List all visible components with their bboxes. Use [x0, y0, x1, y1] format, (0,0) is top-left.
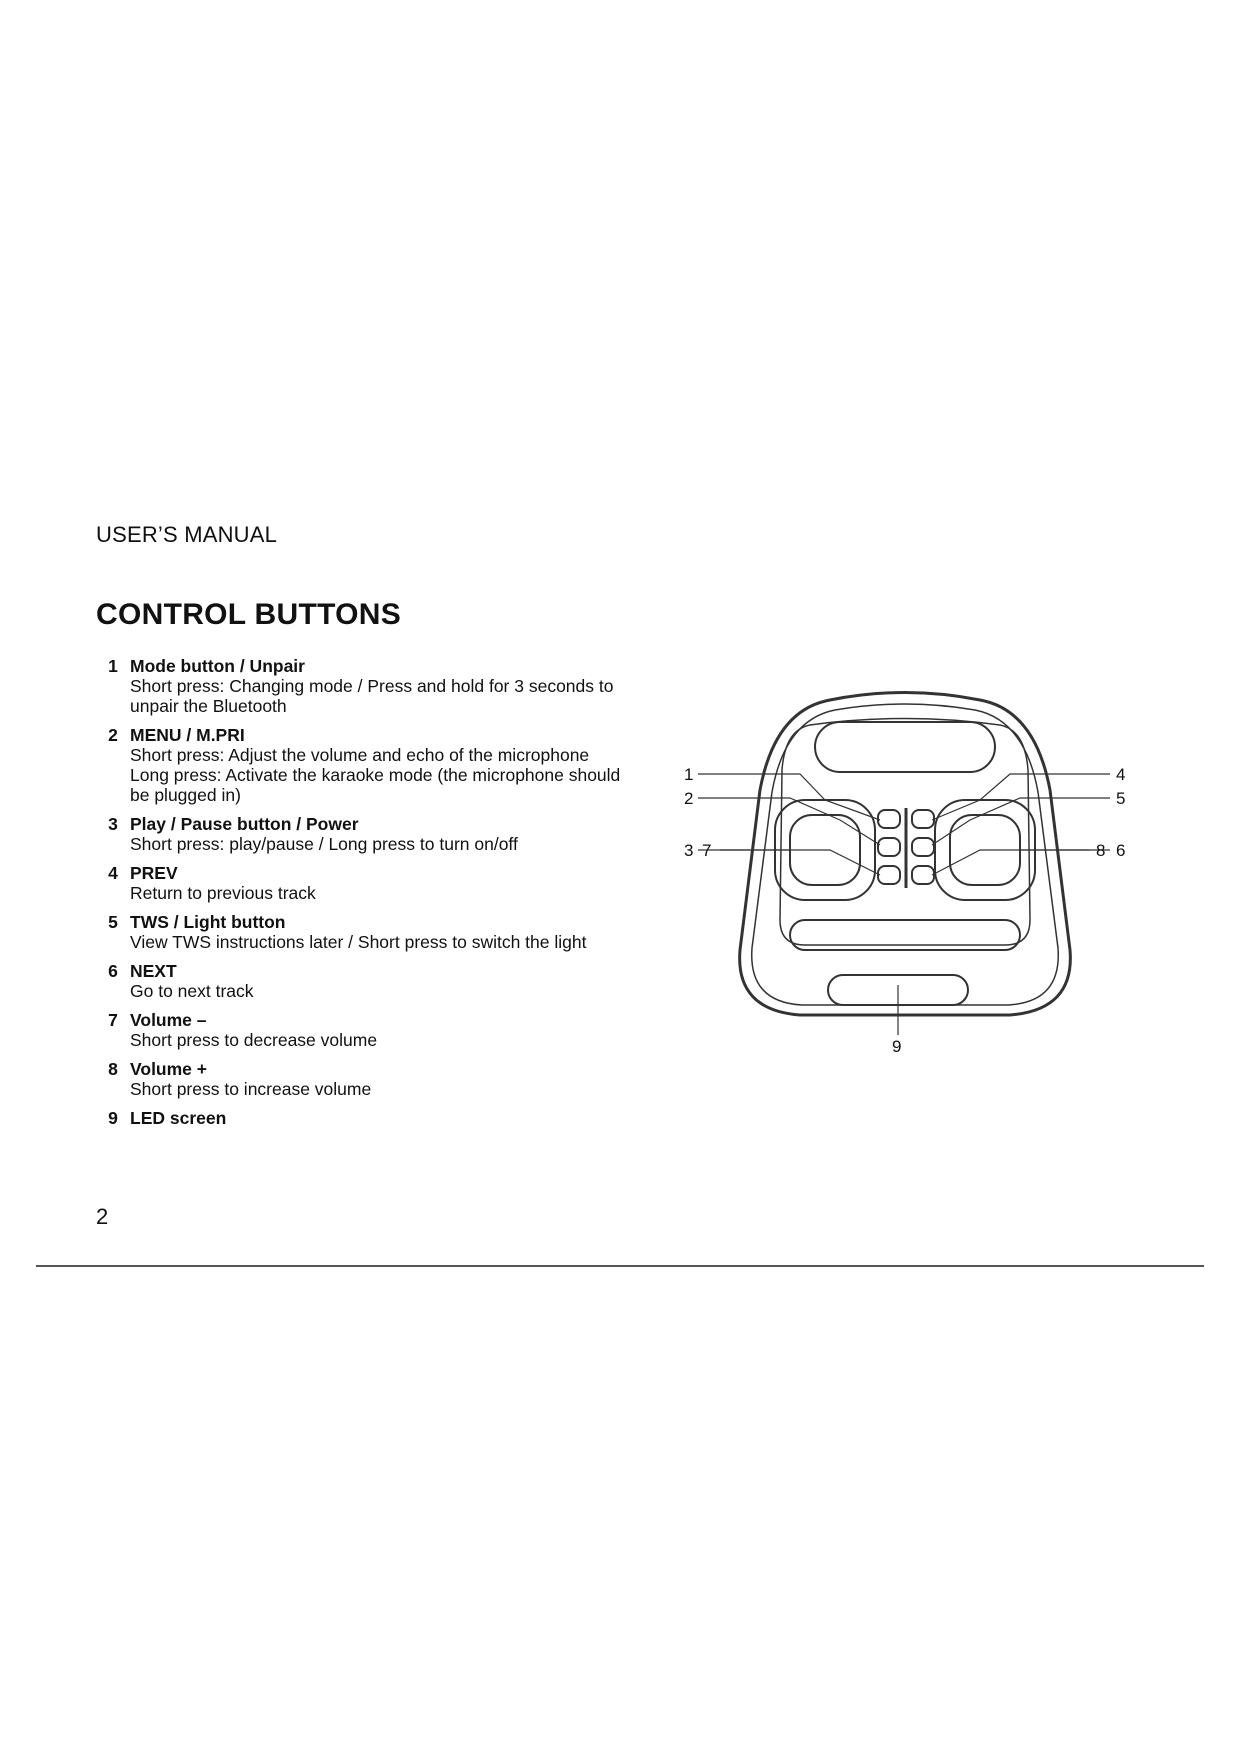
- callout-5: 5: [1116, 789, 1126, 808]
- item-description: Long press: Activate the karaoke mode (the microphone should: [130, 765, 621, 785]
- menu-button: [878, 838, 900, 856]
- item-description: unpair the Bluetooth: [130, 696, 287, 716]
- item-number: 2: [108, 725, 118, 745]
- list-item: [96, 863, 656, 903]
- item-number: 5: [108, 912, 118, 932]
- item-description: Return to previous track: [130, 883, 316, 903]
- item-title: Mode button / Unpair: [130, 656, 305, 676]
- footer-rule: [36, 1265, 1204, 1267]
- callout-6: 6: [1116, 841, 1126, 860]
- item-title: LED screen: [130, 1108, 227, 1128]
- item-number: 8: [108, 1059, 118, 1079]
- item-description: Short press to decrease volume: [130, 1030, 378, 1050]
- control-buttons-list: [96, 656, 656, 1137]
- callout-line-1: [698, 774, 880, 820]
- item-description: Short press: Changing mode / Press and hold for 3 seconds to: [130, 676, 614, 696]
- speaker-control-diagram: [680, 680, 1130, 1080]
- play-pause-button: [878, 866, 900, 884]
- item-description: View TWS instructions later / Short press to switch the light: [130, 932, 587, 952]
- page-title: CONTROL BUTTONS: [96, 598, 402, 631]
- list-item: [96, 814, 656, 854]
- list-item: [96, 1059, 656, 1099]
- item-number: 4: [108, 863, 118, 883]
- next-button: [912, 866, 934, 884]
- item-description: Short press: Adjust the volume and echo of the microphone: [130, 745, 590, 765]
- callout-4: 4: [1116, 765, 1126, 784]
- item-title: PREV: [130, 863, 178, 883]
- tws-light-button: [912, 838, 934, 856]
- list-item: [96, 656, 656, 716]
- list-item: [96, 1108, 656, 1128]
- item-number: 7: [108, 1010, 118, 1030]
- item-description: Short press to increase volume: [130, 1079, 372, 1099]
- callout-line-4: [932, 774, 1110, 820]
- item-title: Volume +: [130, 1059, 207, 1079]
- list-item: [96, 725, 656, 805]
- callout-9: 9: [892, 1037, 902, 1056]
- item-title: TWS / Light button: [130, 912, 286, 932]
- item-title: MENU / M.PRI: [130, 725, 245, 745]
- item-title: Volume –: [130, 1010, 207, 1030]
- callout-8: 8: [1096, 841, 1106, 860]
- mode-button: [878, 810, 900, 828]
- callout-3: 3: [684, 841, 694, 860]
- manual-header: USER’S MANUAL: [96, 522, 278, 547]
- item-description: Go to next track: [130, 981, 254, 1001]
- prev-button: [912, 810, 934, 828]
- top-display-window: [815, 722, 995, 772]
- list-item: [96, 912, 656, 952]
- item-title: NEXT: [130, 961, 177, 981]
- list-item: [96, 961, 656, 1001]
- item-title: Play / Pause button / Power: [130, 814, 359, 834]
- page-number: 2: [96, 1204, 109, 1229]
- item-number: 3: [108, 814, 118, 834]
- item-description: be plugged in): [130, 785, 241, 805]
- callout-1: 1: [684, 765, 694, 784]
- callout-7: 7: [702, 841, 712, 860]
- item-number: 6: [108, 961, 118, 981]
- item-number: 9: [108, 1108, 118, 1128]
- list-item: [96, 1010, 656, 1050]
- item-number: 1: [108, 656, 118, 676]
- callout-2: 2: [684, 789, 694, 808]
- item-description: Short press: play/pause / Long press to turn on/off: [130, 834, 518, 854]
